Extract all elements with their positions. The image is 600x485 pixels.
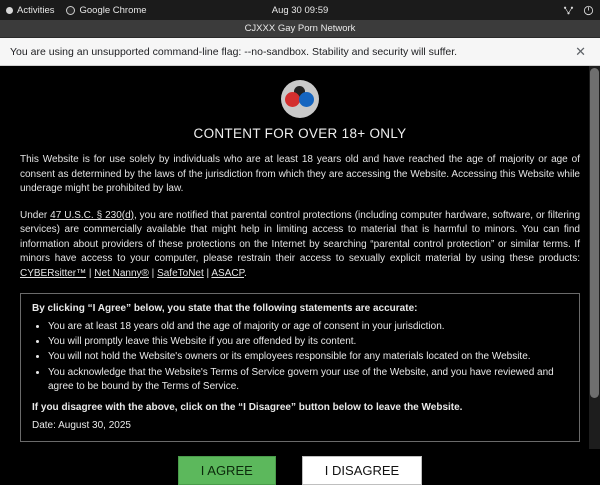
- list-item: • You will promptly leave this Website if you are offended by its content.: [48, 335, 568, 349]
- list-item: • You will not hold the Website's owners or its employees responsible for any materials located on the Website.: [48, 350, 568, 364]
- sep-1: |: [86, 267, 95, 279]
- agreement-lead: By clicking “I Agree” below, you state that the following statements are accurate:: [32, 303, 418, 314]
- power-icon: [583, 5, 594, 16]
- scrollbar-thumb[interactable]: [590, 68, 599, 398]
- paragraph2-post: , you are notified that parental control protections (including computer hardware, software, or filtering services) are commercially available that might help in limiting access to material that is harmful to minors. You can find information about providers of these protections on the Internet by searching “parental control protection” or similar terms. If minors have access to your computer, please restrain their access to sexually explicit material by using these products:: [20, 209, 581, 264]
- infobar-message: You are using an unsupported command-line flag: --no-sandbox. Stability and security will suffer.: [10, 45, 458, 58]
- sep-3: |: [203, 267, 212, 279]
- clock[interactable]: Aug 30 09:59: [271, 4, 329, 16]
- page-viewport: [0, 66, 600, 478]
- top-bar-right-group[interactable]: [563, 5, 594, 16]
- close-icon[interactable]: ✕: [575, 44, 586, 59]
- logo-shape-right: [299, 92, 314, 107]
- agreement-date: Date: August 30, 2025: [32, 419, 131, 431]
- chrome-icon: [66, 6, 75, 15]
- page-scrollbar[interactable]: [589, 66, 600, 449]
- age-paragraph: This Website is for use solely by individuals who are at least 18 years old and have reached the age of majority or age of consent as determined by the laws of the jurisdiction from which they are accessing the Website. Accessing this Website while underage might be prohibited by law.: [20, 154, 580, 194]
- asacp-link[interactable]: ASACP: [211, 267, 244, 279]
- system-top-bar: [0, 0, 600, 20]
- net-nanny-link[interactable]: Net Nanny®: [94, 267, 149, 279]
- age-verification-page: [0, 66, 600, 478]
- list-item: • You acknowledge that the Website's Terms of Service govern your use of the Website, and you have reviewed and agree to be bound by the Terms of Service.: [48, 366, 568, 394]
- logo-shape-left: [285, 92, 300, 107]
- agreement-box: [20, 293, 580, 442]
- site-logo-icon: [281, 80, 319, 118]
- network-icon: [563, 5, 574, 16]
- cybersitter-link[interactable]: CYBERsitter™: [20, 267, 87, 279]
- agree-button[interactable]: I AGREE: [178, 456, 276, 485]
- app-menu-chrome[interactable]: [66, 5, 146, 16]
- activities-dot-icon: [6, 7, 13, 14]
- app-menu-label: Google Chrome: [79, 4, 147, 16]
- safetonet-link[interactable]: SafeToNet: [157, 267, 204, 279]
- disagree-button[interactable]: I DISAGREE: [302, 456, 422, 485]
- sep-2: |: [148, 267, 158, 279]
- paragraph2-pre: Under: [20, 209, 51, 221]
- page-title: CONTENT FOR OVER 18+ ONLY: [193, 126, 407, 141]
- disagree-instruction: If you disagree with the above, click on the “I Disagree” button below to leave the Website.: [32, 401, 463, 413]
- logo-container: [20, 80, 580, 118]
- activities-label: Activities: [17, 4, 55, 16]
- list-item: • You are at least 18 years old and the age of majority or age of consent in your jurisdiction.: [48, 320, 568, 334]
- activities-button[interactable]: [6, 5, 54, 16]
- browser-window-title: CJXXX Gay Porn Network: [0, 20, 600, 38]
- paragraph2-end: .: [244, 267, 247, 279]
- usc-230d-link[interactable]: 47 U.S.C. § 230(d): [50, 209, 134, 221]
- parental-control-paragraph: [20, 209, 580, 282]
- agreement-bullet-list: [32, 320, 568, 394]
- unsupported-flag-infobar: [0, 38, 600, 66]
- top-bar-left-group: [6, 5, 147, 16]
- action-buttons: [20, 456, 580, 485]
